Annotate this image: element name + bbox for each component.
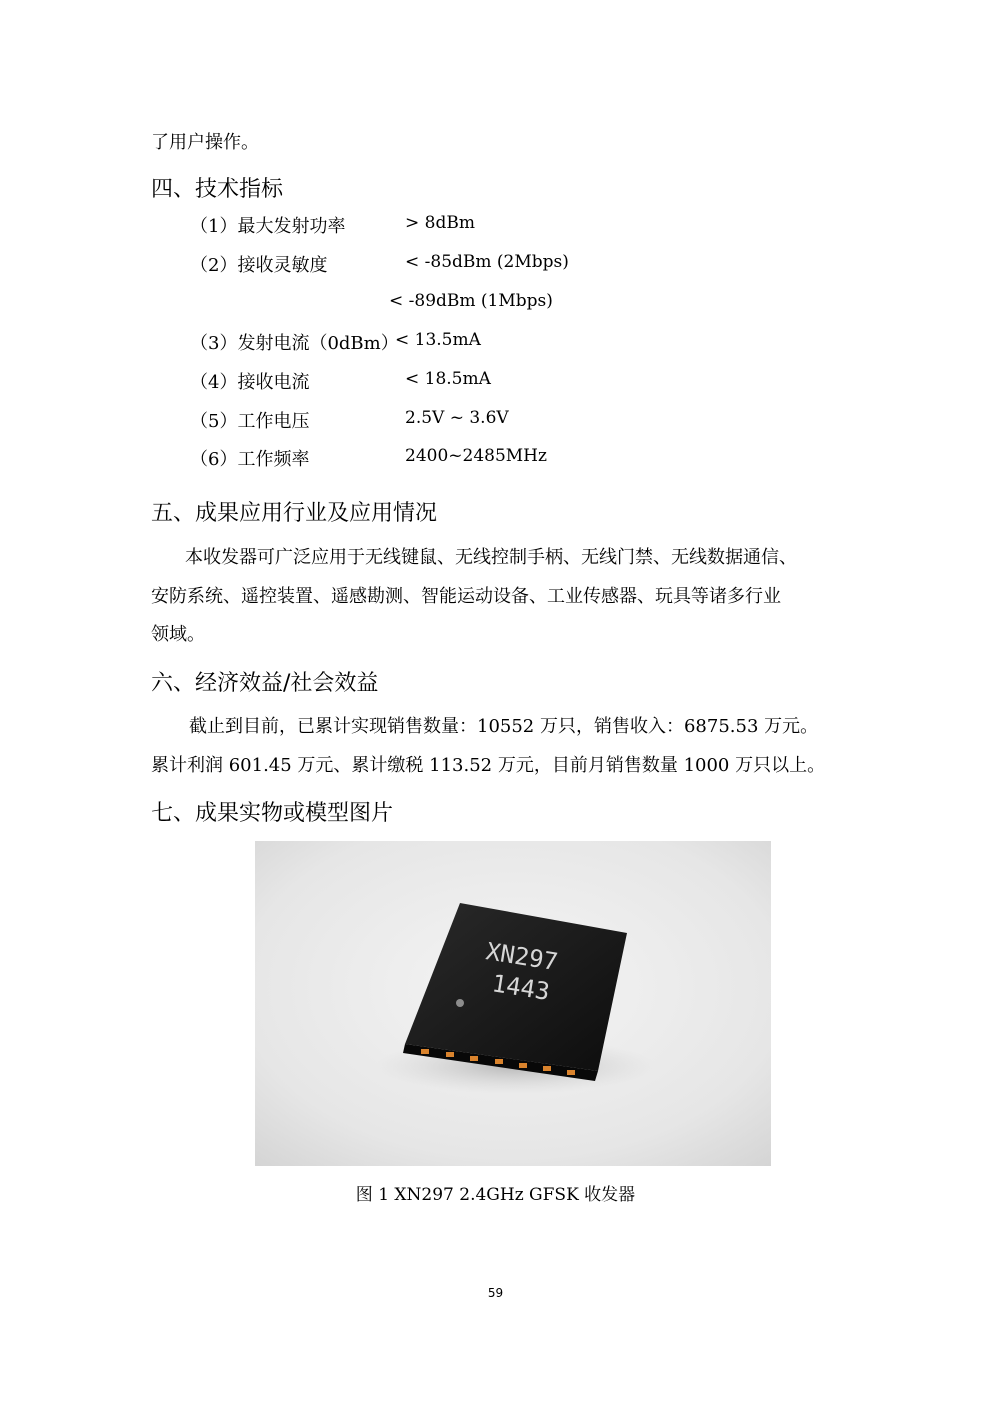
section-5-line-3: 领域。: [151, 624, 205, 645]
intro-tail-text: 了用户操作。: [151, 132, 259, 153]
section-6-line-2: 累计利润 601.45 万元、累计缴税 113.52 万元，目前月销售数量 1000 万只以上。: [151, 755, 826, 776]
spec-value-1: > 8dBm: [405, 213, 475, 233]
section-6-line-1: 截止到目前，已累计实现销售数量：10552 万只，销售收入：6875.53 万元。: [189, 716, 819, 737]
section-5-heading: 五、成果应用行业及应用情况: [151, 501, 438, 526]
spec-label-5: （5）工作电压: [190, 411, 310, 432]
spec-label-2: （2）接收灵敏度: [190, 255, 328, 276]
spec-value-6: 2400~2485MHz: [405, 446, 547, 466]
chip-marking-line1: XN297: [484, 937, 560, 977]
spec-label-3: （3）发射电流（0dBm）: [190, 333, 399, 354]
spec-value-4: < 18.5mA: [405, 369, 491, 389]
spec-value-5: 2.5V ~ 3.6V: [405, 408, 509, 428]
section-5-line-1: 本收发器可广泛应用于无线键鼠、无线控制手柄、无线门禁、无线数据通信、: [185, 547, 797, 568]
spec-label-1: （1）最大发射功率: [190, 216, 346, 237]
spec-value-2b: < -89dBm (1Mbps): [389, 291, 553, 311]
spec-value-2: < -85dBm (2Mbps): [405, 252, 569, 272]
section-5-line-2: 安防系统、遥控装置、遥感勘测、智能运动设备、工业传感器、玩具等诸多行业: [151, 586, 781, 607]
section-6-heading: 六、经济效益/社会效益: [151, 671, 379, 696]
pin1-dot: [456, 999, 464, 1007]
spec-label-4: （4）接收电流: [190, 372, 310, 393]
chip-marking-line2: 1443: [490, 969, 552, 1006]
chip-photo: [255, 841, 771, 1166]
spec-value-3: < 13.5mA: [395, 330, 481, 350]
section-7-heading: 七、成果实物或模型图片: [151, 801, 394, 826]
figure-caption: 图 1 XN297 2.4GHz GFSK 收发器: [355, 1185, 636, 1205]
spec-label-6: （6）工作频率: [190, 449, 310, 470]
section-4-heading: 四、技术指标: [151, 177, 284, 202]
page-number: 59: [487, 1286, 504, 1300]
